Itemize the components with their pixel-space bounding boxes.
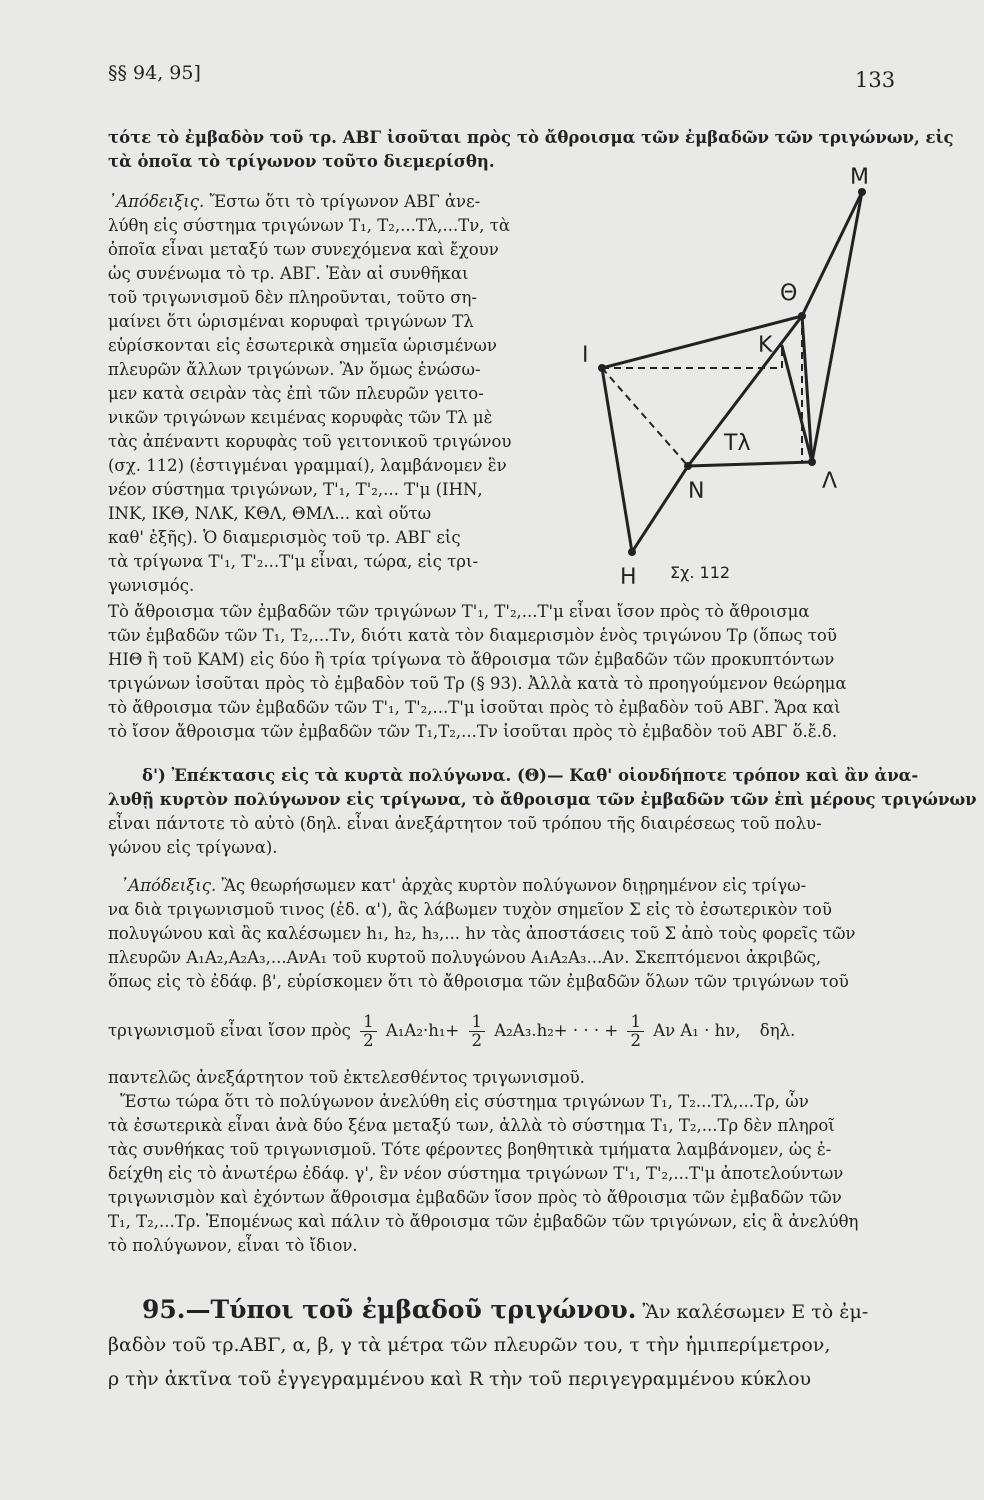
proof1-label: ᾿Απόδειξις. xyxy=(108,192,205,211)
label-M: Μ xyxy=(850,165,869,190)
proof1-line: λύθη εἰς σύστημα τριγώνων Τ₁, Τ₂,...Τλ,...Τν, τὰ xyxy=(108,216,511,235)
fraction-denominator: 2 xyxy=(471,1031,483,1050)
proof1-full-line: τὸ ἴσον ἄθροισμα τῶν ἐμβαδῶν τῶν Τ₁,Τ₂,...Τν ἰσοῦται πρὸς τὸ ἐμβαδὸν τοῦ ΑΒΓ ὅ.ἔ.δ. xyxy=(108,722,838,741)
intro-line-2: τὰ ὁποῖα τὸ τρίγωνον τοῦτο διεμερίσθη. xyxy=(108,152,495,171)
formula-term-1: Α₁Α₂·h₁+ xyxy=(385,1021,460,1040)
section-95-first-text: Ἂν καλέσωμεν Ε τὸ ἐμ- xyxy=(636,1301,869,1323)
proof1-full-line: Τὸ ἄθροισμα τῶν ἐμβαδῶν τῶν τριγώνων Τ'₁, Τ'₂,...Τ'μ εἶναι ἴσον πρὸς τὸ ἄθροισμα xyxy=(108,602,810,621)
proof1-line: ΙΝΚ, ΙΚΘ, ΝΛΚ, ΚΘΛ, ΘΜΛ... καὶ οὕτω xyxy=(108,504,432,523)
proof1-line: πλευρῶν ἄλλων τριγώνων. Ἂν ὅμως ἑνώσω- xyxy=(108,360,481,379)
proof1-line: μεν κατὰ σειρὰν τὰς ἐπὶ τῶν πλευρῶν γειτο- xyxy=(108,384,484,403)
area-formula xyxy=(108,1013,795,1050)
label-I: Ι xyxy=(582,343,589,368)
page-number: 133 xyxy=(855,68,896,92)
edge-HN xyxy=(632,466,688,552)
extension-heading: δ') Ἐπέκτασις εἰς τὰ κυρτὰ πολύγωνα. (Θ)— Καθ' οἱονδήποτε τρόπον καὶ ἂν ἀνα- xyxy=(142,766,919,785)
intro-line-1: τότε τὸ ἐμβαδὸν τοῦ τρ. ΑΒΓ ἰσοῦται πρὸς τὸ ἄθροισμα τῶν ἐμβαδῶν τῶν τριγώνων, εἰς xyxy=(108,128,954,147)
proof1-line: γωνισμός. xyxy=(108,576,195,595)
figure-caption: Σχ. 112 xyxy=(670,563,731,582)
proof1-full-line: τῶν ἐμβαδῶν τῶν Τ₁, Τ₂,...Τν, διότι κατὰ τὸν διαμερισμὸν ἑνὸς τριγώνου Τρ (ὅπως τοῦ xyxy=(108,626,837,645)
proof2-line: ὅπως εἰς τὸ ἐδάφ. β', εὑρίσκομεν ὅτι τὸ ἄθροισμα τῶν ἐμβαδῶν ὅλων τῶν τριγώνων τοῦ xyxy=(108,972,849,991)
formula-term-3: Αν Α₁ · hν, xyxy=(653,1021,741,1040)
proof2-label: ᾿Απόδειξις. xyxy=(120,876,217,895)
vertex-L xyxy=(808,458,816,466)
section-95-heading xyxy=(142,1295,868,1324)
proof2-after-line: δείχθη εἰς τὸ ἀνωτέρω ἐδάφ. γ', ἓν νέον σύστημα τριγώνων Τ'₁, Τ'₂,...Τ'μ ἀποτελούντων xyxy=(108,1164,844,1183)
vertex-Theta xyxy=(798,312,806,320)
section-reference: §§ 94, 95] xyxy=(108,62,201,84)
proof1-full-line: ΗΙΘ ἢ τοῦ ΚΑΜ) εἰς δύο ἢ τρία τρίγωνα τὸ ἄθροισμα τῶν ἐμβαδῶν τῶν προκυπτόντων xyxy=(108,650,835,669)
label-K: Κ xyxy=(758,333,773,358)
extension-line: λυθῇ κυρτὸν πολύγωνον εἰς τρίγωνα, τὸ ἄθροισμα τῶν ἐμβαδῶν τῶν ἐπὶ μέρους τριγώνων xyxy=(108,790,977,809)
proof1-line: καθ' ἑξῆς). Ὁ διαμερισμὸς τοῦ τρ. ΑΒΓ εἰς xyxy=(108,528,461,547)
proof2-first-text: Ἂς θεωρήσωμεν κατ' ἀρχὰς κυρτὸν πολύγωνον διῃρημένον εἰς τρίγω- xyxy=(216,876,807,895)
formula-term-2: Α₂Α₃.h₂+ · · · + xyxy=(494,1021,619,1040)
proof1-line: (σχ. 112) (ἐστιγμέναι γραμμαί), λαμβάνομεν ἓν xyxy=(108,456,507,475)
proof1-line: τοῦ τριγωνισμοῦ δὲν πληροῦνται, τοῦτο ση- xyxy=(108,288,477,307)
proof1-line: ὁποῖα εἶναι μεταξύ των συνεχόμενα καὶ ἔχουν xyxy=(108,240,499,259)
label-Theta: Θ xyxy=(780,281,798,306)
proof2-after-line: τὰ ἐσωτερικὰ εἶναι ἀνὰ δύο ξένα μεταξύ των, ἀλλὰ τὸ σύστημα Τ₁, Τ₂,...Τρ δὲν πληροῖ xyxy=(108,1116,835,1135)
section-95-title: 95.—Τύποι τοῦ ἐμβαδοῦ τριγώνου. xyxy=(142,1295,637,1324)
edge-TM xyxy=(802,192,862,316)
formula-prefix: τριγωνισμοῦ εἶναι ἴσον πρὸς xyxy=(108,1021,351,1040)
fraction-half xyxy=(627,1013,644,1050)
proof1-line: τὰς ἀπέναντι κορυφὰς τοῦ γειτονικοῦ τριγώνου xyxy=(108,432,512,451)
proof2-first-line xyxy=(120,874,806,898)
figure-112 xyxy=(580,150,900,590)
vertex-I xyxy=(598,364,606,372)
proof2-after-line: παντελῶς ἀνεξάρτητον τοῦ ἐκτελεσθέντος τριγωνισμοῦ. xyxy=(108,1068,585,1087)
proof2-after-line: Ἔστω τώρα ὅτι τὸ πολύγωνον ἀνελύθη εἰς σύστημα τριγώνων Τ₁, Τ₂...Τλ,...Τρ, ὧν xyxy=(120,1092,809,1111)
proof1-line: τὰ τρίγωνα Τ'₁, Τ'₂...Τ'μ εἶναι, τώρα, εἰς τρι- xyxy=(108,552,479,571)
label-H: Η xyxy=(620,565,637,590)
proof1-first-line xyxy=(108,190,480,214)
label-N: Ν xyxy=(688,479,705,504)
formula-suffix: δηλ. xyxy=(759,1021,796,1040)
proof2-line: να διὰ τριγωνισμοῦ τινος (ἐδ. α'), ἂς λάβωμεν τυχὸν σημεῖον Σ εἰς τὸ ἐσωτερικὸν τοῦ xyxy=(108,900,832,919)
proof1-line: νικῶν τριγώνων κειμένας κορυφὰς τῶν Τλ μὲ xyxy=(108,408,493,427)
proof1-line: εὑρίσκονται εἰς ἐσωτερικὰ σημεῖα ὡρισμένων xyxy=(108,336,497,355)
proof1-line: νέον σύστημα τριγώνων, Τ'₁, Τ'₂,... Τ'μ (ΙΗΝ, xyxy=(108,480,483,499)
fraction-numerator: 1 xyxy=(360,1013,377,1032)
extension-line: εἶναι πάντοτε τὸ αὐτὸ (δηλ. εἶναι ἀνεξάρτητον τοῦ τρόπου τῆς διαιρέσεως τοῦ πολυ- xyxy=(108,814,822,833)
proof2-after-line: τριγωνισμὸν καὶ ἐχόντων ἄθροισμα ἐμβαδῶν ἴσον πρὸς τὸ ἄθροισμα τῶν ἐμβαδῶν τῶν xyxy=(108,1188,842,1207)
proof1-full-line: τὸ ἄθροισμα τῶν ἐμβαδῶν τῶν Τ'₁, Τ'₂,...Τ'μ ἰσοῦται πρὸς τὸ ἐμβαδὸν τοῦ ΑΒΓ. Ἄρα καὶ xyxy=(108,698,841,717)
extension-line: γώνου εἰς τρίγωνα). xyxy=(108,838,278,857)
fraction-half xyxy=(360,1013,377,1050)
proof1-line: μαίνει ὅτι ὡρισμέναι κορυφαὶ τριγώνων Τλ xyxy=(108,312,474,331)
proof2-after-line: τὰς συνθήκας τοῦ τριγωνισμοῦ. Τότε φέροντες βοηθητικὰ τμήματα λαμβάνομεν, ὡς ἐ- xyxy=(108,1140,832,1159)
edge-NL xyxy=(688,462,812,466)
proof2-after-line: τὸ πολύγωνον, εἶναι τὸ ἴδιον. xyxy=(108,1236,358,1255)
section-95-line: βαδὸν τοῦ τρ.ΑΒΓ, α, β, γ τὰ μέτρα τῶν πλευρῶν του, τ τὴν ἡμιπερίμετρον, xyxy=(108,1334,831,1356)
fraction-numerator: 1 xyxy=(627,1013,644,1032)
proof2-line: πλευρῶν Α₁Α₂,Α₂Α₃,...ΑνΑ₁ τοῦ κυρτοῦ πολυγώνου Α₁Α₂Α₃...Αν. Σκεπτόμενοι ἀκριβῶς, xyxy=(108,948,822,967)
proof1-line: ὡς συνένωμα τὸ τρ. ΑΒΓ. Ἐὰν αἱ συνθῆκαι xyxy=(108,264,469,283)
fraction-numerator: 1 xyxy=(469,1013,486,1032)
proof2-after-line: Τ₁, Τ₂,...Τρ. Ἐπομένως καὶ πάλιν τὸ ἄθροισμα τῶν ἐμβαδῶν τῶν τριγώνων, εἰς ἃ ἀνελύθη xyxy=(108,1212,859,1231)
proof1-full-line: τριγώνων ἰσοῦται πρὸς τὸ ἐμβαδὸν τοῦ Τρ (§ 93). Ἀλλὰ κατὰ τὸ προηγούμενον θεώρημα xyxy=(108,674,847,693)
edge-LM xyxy=(812,192,862,462)
section-95-line: ρ τὴν ἀκτῖνα τοῦ ἐγγεγραμμένου καὶ R τὴν τοῦ περιγεγραμμένου κύκλου xyxy=(108,1368,812,1390)
proof2-line: πολυγώνου καὶ ἂς καλέσωμεν h₁, h₂, h₃,... hν τὰς ἀποστάσεις τοῦ Σ ἀπὸ τοὺς φορεῖς τῶν xyxy=(108,924,856,943)
fraction-half xyxy=(469,1013,486,1050)
vertex-N xyxy=(684,462,692,470)
label-L: Λ xyxy=(822,469,838,494)
label-T-lambda: Τλ xyxy=(724,431,751,456)
fraction-denominator: 2 xyxy=(630,1031,641,1050)
vertex-H xyxy=(628,548,636,556)
proof1-first-text: Ἔστω ὅτι τὸ τρίγωνον ΑΒΓ ἀνε- xyxy=(204,192,481,211)
fraction-denominator: 2 xyxy=(363,1031,374,1050)
